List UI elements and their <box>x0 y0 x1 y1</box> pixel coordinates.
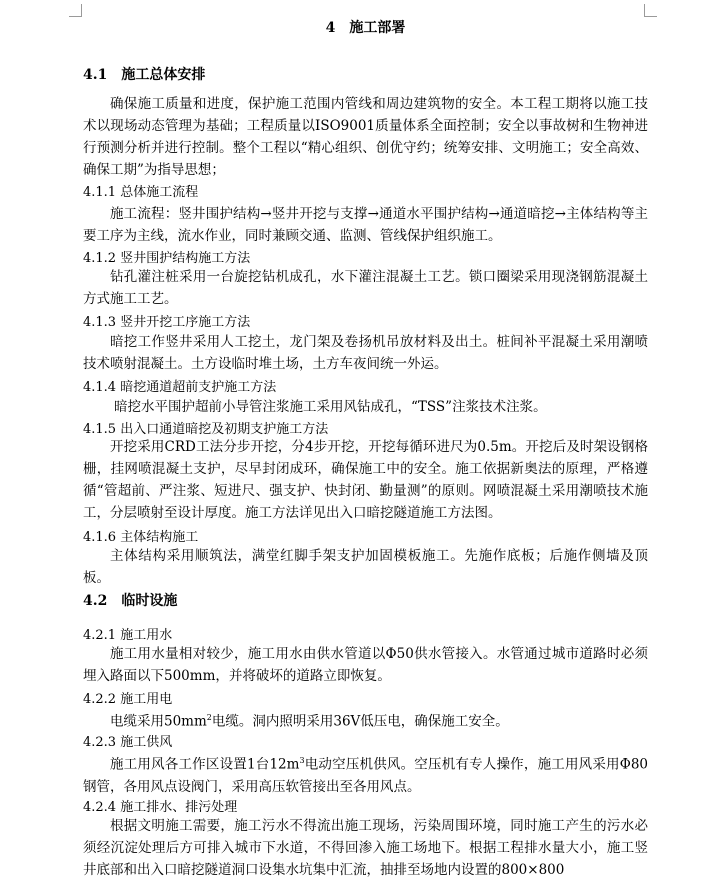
paragraph-4-1-2: 钻孔灌注桩采用一台旋挖钻机成孔，水下灌注混凝土工艺。锁口圈梁采用现浇钢筋混凝土方式施工工艺。 <box>83 269 648 307</box>
paragraph-4-2-4: 根据文明施工需要，施工污水不得流出施工现场，污染周围环境，同时施工产生的污水必须经沉淀处理后方可排入城市下水道，不得回渗入施工场地下。根据工程排水量大小，施工竖井底部和出入口暗挖隧道洞口设集水坑集中汇流，抽排至场地内设置的800×800 <box>83 818 648 878</box>
heading-4-2-2: 4.2.2 施工用电 <box>83 692 173 707</box>
chapter-title: 4 施工部署 <box>325 20 406 36</box>
heading-4-1-1: 4.1.1 总体施工流程 <box>83 185 199 200</box>
paragraph-4-1-1: 施工流程：竖井围护结构→竖井开挖与支撑→通道水平围护结构→通道暗挖→主体结构等主要工序为主线，流水作业，同时兼顾交通、监测、管线保护组织施工。 <box>83 206 648 244</box>
page-corner-mark-right <box>644 4 657 17</box>
heading-4-1-2: 4.1.2 竖井围护结构施工方法 <box>83 251 251 266</box>
section-4-1-intro: 确保施工质量和进度，保护施工范围内管线和周边建筑物的安全。本工程工期将以施工技术以现场动态管理为基础；工程质量以ISO9001质量体系全面控制；安全以事故树和生物神进行预测分析并进行控制。整个工程以“精心组织、创优守约；统筹安排、文明施工；安全高效、确保工期”为指导思想； <box>83 96 648 178</box>
paragraph-4-2-1: 施工用水量相对较少，施工用水由供水管道以Φ50供水管接入。水管通过城市道路时必须埋入路面以下500mm，并将破坏的道路立即恢复。 <box>83 646 648 684</box>
heading-4-2-4: 4.2.4 施工排水、排污处理 <box>83 800 238 815</box>
heading-4-1-6: 4.1.6 主体结构施工 <box>83 530 199 545</box>
section-4-1-title: 4.1 施工总体安排 <box>83 67 206 83</box>
paragraph-4-1-5: 开挖采用CRD工法分步开挖，分4步开挖，开挖每循环进尺为0.5m。开挖后及时架设钢格栅，挂网喷混凝土支护，尽早封闭成环，确保施工中的安全。施工依据新奥法的原理，严格遵循“管超前、严注浆、短进尺、强支护、快封闭、勤量测”的原则。网喷混凝土采用潮喷技术施工，分层喷射至设计厚度。施工方法详见出入口暗挖隧道施工方法图。 <box>83 439 648 521</box>
paragraph-4-2-3: 施工用风各工作区设置1台$12m^3$电动空压机供风。空压机有专人操作，施工用风采用Φ80钢管，各用风点设阀门，采用高压软管接出至各用风点。 <box>83 756 648 795</box>
paragraph-4-1-6: 主体结构采用顺筑法，满堂红脚手架支护加固模板施工。先施作底板；后施作侧墙及顶板。 <box>83 548 648 586</box>
heading-4-1-4: 4.1.4 暗挖通道超前支护施工方法 <box>83 380 277 395</box>
paragraph-4-2-2: 电缆采用$50mm^2$电缆。洞内照明采用36V低压电，确保施工安全。 <box>110 713 509 730</box>
heading-4-2-3: 4.2.3 施工供风 <box>83 735 173 750</box>
heading-4-1-3: 4.1.3 竖井开挖工序施工方法 <box>83 315 251 330</box>
heading-4-2-1: 4.2.1 施工用水 <box>83 628 173 643</box>
paragraph-4-1-4: 暗挖水平围护超前小导管注浆施工采用风钻成孔，“TSS”注浆技术注浆。 <box>114 399 547 415</box>
page-corner-mark-left <box>69 4 82 17</box>
paragraph-4-1-3: 暗挖工作竖井采用人工挖土，龙门架及卷扬机吊放材料及出土。桩间补平混凝土采用潮喷技术喷射混凝土。土方设临时堆土场，土方车夜间统一外运。 <box>83 334 648 372</box>
heading-4-1-5: 4.1.5 出入口通道暗挖及初期支护施工方法 <box>83 422 329 437</box>
section-4-2-title: 4.2 临时设施 <box>83 593 178 609</box>
